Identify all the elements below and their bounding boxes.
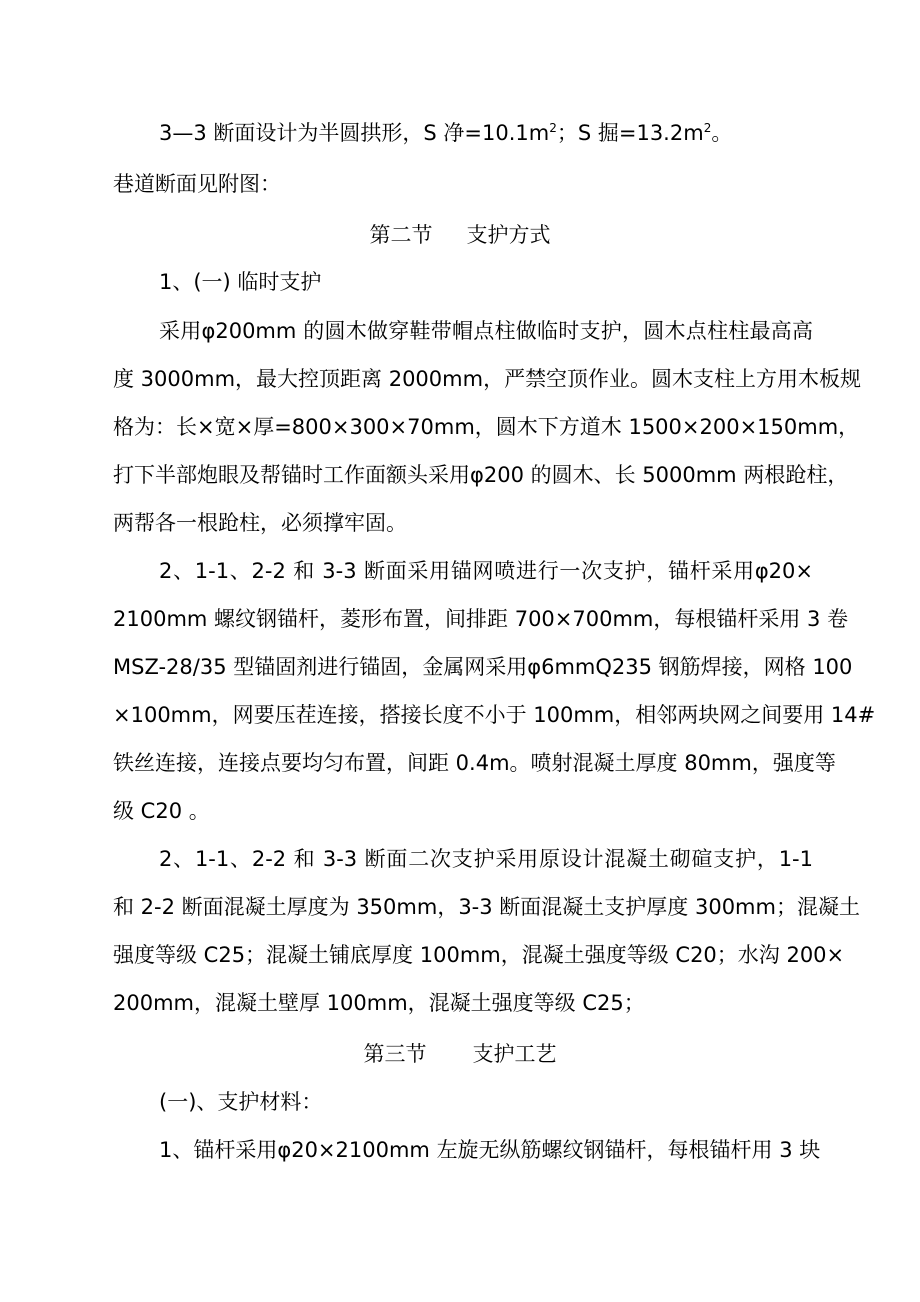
temp-support-line: 格为：长×宽×厚=800×300×70mm，圆木下方道木 1500×200×150mm，	[113, 415, 860, 439]
first-support-line: ×100mm，网要压茬连接，搭接长度不小于 100mm，相邻两块网之间要用 14#	[113, 703, 876, 727]
first-support-line: 2100mm 螺纹钢锚杆，菱形布置，间排距 700×700mm，每根锚杆采用 3 卷	[113, 607, 849, 631]
section-2-title: 支护方式	[466, 223, 551, 247]
section-3-title: 支护工艺	[472, 1042, 557, 1066]
second-support-line: 2、1-1、2-2 和 3-3 断面二次支护采用原设计混凝土砌碹支护，1-1	[159, 847, 813, 871]
section-3-number: 第三节	[363, 1042, 427, 1066]
section-2-number: 第二节	[369, 223, 433, 247]
temp-support-title: 1、(一) 临时支护	[159, 270, 322, 294]
temp-support-line: 打下半部炮眼及帮锚时工作面额头采用φ200 的圆木、长 5000mm 两根跄柱，	[113, 463, 849, 487]
support-materials-line: 1、锚杆采用φ20×2100mm 左旋无纵筋螺纹钢锚杆，每根锚杆用 3 块	[159, 1138, 821, 1162]
first-support-line: 2、1-1、2-2 和 3-3 断面采用锚网喷进行一次支护，锚杆采用φ20×	[159, 559, 813, 583]
section-2-heading	[0, 220, 920, 250]
section-3-heading	[0, 1039, 920, 1069]
second-support-line: 强度等级 C25；混凝土铺底厚度 100mm，混凝土强度等级 C20；水沟 200×	[113, 943, 845, 967]
second-support-line: 200mm，混凝土壁厚 100mm，混凝土强度等级 C25；	[113, 991, 645, 1015]
paragraph-see-attached-figure: 巷道断面见附图：	[113, 172, 281, 196]
support-materials-title: (一)、支护材料：	[159, 1090, 323, 1114]
first-support-line: 级 C20 。	[113, 799, 210, 823]
second-support-line: 和 2-2 断面混凝土厚度为 350mm，3-3 断面混凝土支护厚度 300mm；混凝土	[113, 895, 860, 919]
first-support-line: MSZ-28/35 型锚固剂进行锚固，金属网采用φ6mmQ235 钢筋焊接，网格 100	[113, 655, 853, 679]
temp-support-line: 采用φ200mm 的圆木做穿鞋带帽点柱做临时支护，圆木点柱柱最高高	[159, 319, 813, 343]
first-support-line: 铁丝连接，连接点要均匀布置，间距 0.4m。喷射混凝土厚度 80mm，强度等	[113, 751, 836, 775]
temp-support-line: 两帮各一根跄柱，必须撑牢固。	[113, 511, 407, 535]
temp-support-line: 度 3000mm，最大控顶距离 2000mm，严禁空顶作业。圆木支柱上方用木板规	[113, 367, 862, 391]
paragraph-section-3-3-design: 3—3 断面设计为半圆拱形，S 净$=10.1m^2$；S 掘$=13.2m^2$。	[159, 121, 733, 145]
